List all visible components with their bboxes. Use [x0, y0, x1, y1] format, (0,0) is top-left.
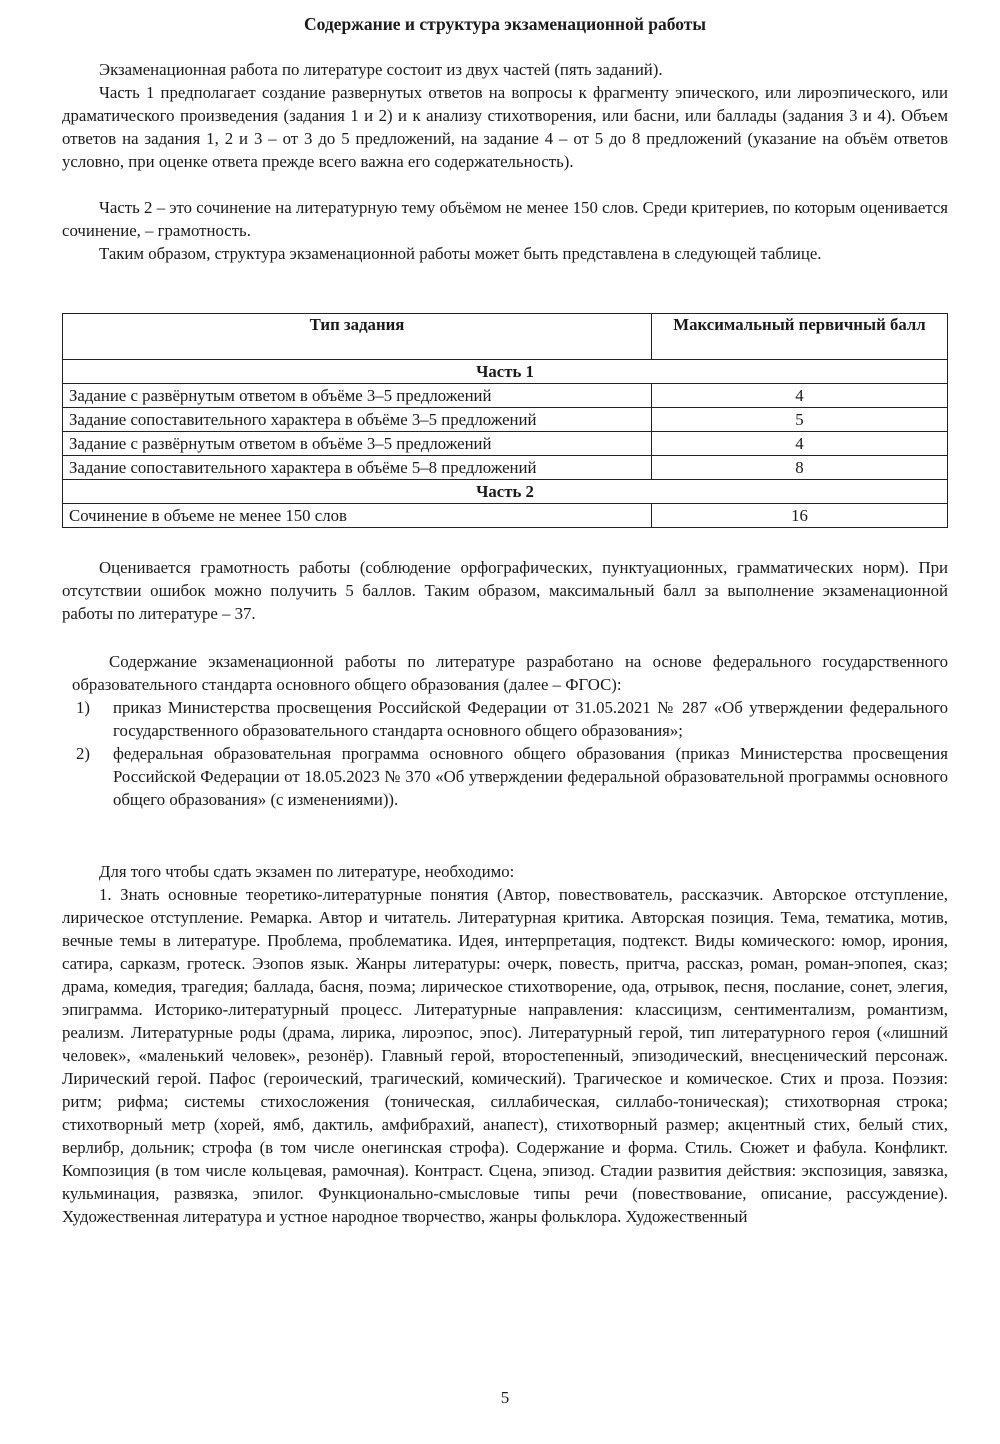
list-item: [62, 742, 948, 811]
list-item-text: приказ Министерства просвещения Российской Федерации от 31.05.2021 № 287 «Об утверждении федерального государственного образовательного стандарта основного общего образования»;: [113, 698, 948, 740]
page-number: 5: [500, 1388, 510, 1407]
intro-paragraph-1: Экзаменационная работа по литературе состоит из двух частей (пять заданий).: [99, 60, 663, 79]
page-title: Содержание и структура экзаменационной работы: [303, 14, 707, 34]
list-item-number: 2): [76, 744, 90, 763]
part-1-label: Часть 1: [63, 360, 948, 384]
table-part-row: [63, 360, 948, 384]
requirement-1: 1. Знать основные теоретико-литературные понятия (Автор, повествователь, рассказчик. Авторское отступление, лирическое отступление. Ремарка. Автор и читатель. Литературная критика. Авторская позиция. Тема, тематика, мотив, вечные темы в литературе. Проблема, проблематика. Идея, интерпретация, подтекст. Виды комического: юмор, ирония, сатира, сарказм, гротеск. Эзопов язык. Жанры литературы: очерк, повесть, притча, рассказ, роман, роман-эпопея, сказ; драма, комедия, трагедия; баллада, басня, поэма; лирическое стихотворение, ода, отрывок, песня, послание, сонет, элегия, эпиграмма. Историко-литературный процесс. Литературные направления: классицизм, сентиментализм, романтизм, реализм. Литературные роды (драма, лирика, лироэпос, эпос). Литературный герой, тип литературного героя («лишний человек», «маленький человек», резонёр). Главный герой, второстепенный, эпизодический, внесценический персонаж. Лирический герой. Пафос (героический, трагический, комический). Трагическое и комическое. Стих и проза. Поэзия: ритм; рифма; системы стихосложения (тоническая, силлабическая, силлабо-тоническая); стихотворная строка; стихотворный метр (хорей, ямб, дактиль, амфибрахий, анапест), стихотворный размер; акцентный стих, белый стих, верлибр, дольник; строфа (в том числе онегинская строфа). Содержание и форма. Стиль. Сюжет и фабула. Конфликт. Композиция (в том числе кольцевая, рамочная). Контраст. Сцена, эпизод. Стадии развития действия: экспозиция, завязка, кульминация, развязка, эпилог. Функционально-смысловые типы речи (повествование, описание, рассуждение). Художественная литература и устное народное творчество, жанры фольклора. Художественный: [62, 885, 948, 1226]
intro-paragraph-2: Часть 1 предполагает создание развернутых ответов на вопросы к фрагменту эпического, или лироэпического, или драматического произведения (задания 1 и 2) и к анализу стихотворения, или басни, или баллады (задания 3 и 4). Объем ответов на задания 1, 2 и 3 – от 3 до 5 предложений, на задание 4 – от 5 до 8 предложений (указание на объём ответов условно, при оценке ответа прежде всего важна его содержательность).: [62, 83, 948, 171]
part-2-label: Часть 2: [63, 480, 948, 504]
score-cell: 4: [652, 384, 948, 408]
grading-note: Оценивается грамотность работы (соблюдение орфографических, пунктуационных, грамматических норм). При отсутствии ошибок можно получить 5 баллов. Таким образом, максимальный балл за выполнение экзаменационной работы по литературе – 37.: [62, 558, 948, 623]
task-cell: Сочинение в объеме не менее 150 слов: [63, 504, 652, 528]
score-cell: 4: [652, 432, 948, 456]
table-part-row: [63, 480, 948, 504]
task-cell: Задание сопоставительного характера в объёме 5–8 предложений: [63, 456, 652, 480]
score-cell: 5: [652, 408, 948, 432]
header-task-type: Тип задания: [63, 314, 652, 360]
requirements-intro: Для того чтобы сдать экзамен по литературе, необходимо:: [99, 862, 515, 881]
score-cell: 16: [652, 504, 948, 528]
header-max-score: Максимальный первичный балл: [652, 314, 948, 360]
task-cell: Задание сопоставительного характера в объёме 3–5 предложений: [63, 408, 652, 432]
table-row: [63, 504, 948, 528]
table-row: [63, 408, 948, 432]
list-item: [62, 696, 948, 742]
intro-paragraph-3: Часть 2 – это сочинение на литературную тему объёмом не менее 150 слов. Среди критериев, по которым оценивается сочинение, – грамотность.: [62, 198, 948, 240]
basis-list: [62, 696, 948, 811]
task-cell: Задание с развёрнутым ответом в объёме 3–5 предложений: [63, 432, 652, 456]
table-header-row: [63, 314, 948, 360]
score-cell: 8: [652, 456, 948, 480]
document-page: [62, 0, 948, 1444]
table-row: [63, 432, 948, 456]
list-item-number: 1): [76, 698, 90, 717]
basis-intro: Содержание экзаменационной работы по литературе разработано на основе федерального государственного образовательного стандарта основного общего образования (далее – ФГОС):: [72, 652, 948, 694]
intro-paragraph-4: Таким образом, структура экзаменационной работы может быть представлена в следующей таблице.: [99, 244, 822, 263]
table-row: [63, 456, 948, 480]
table-row: [63, 384, 948, 408]
score-table: [62, 313, 948, 528]
list-item-text: федеральная образовательная программа основного общего образования (приказ Министерства просвещения Российской Федерации от 18.05.2023 № 370 «Об утверждении федеральной образовательной программы основного общего образования» (с изменениями)).: [113, 744, 948, 809]
task-cell: Задание с развёрнутым ответом в объёме 3–5 предложений: [63, 384, 652, 408]
